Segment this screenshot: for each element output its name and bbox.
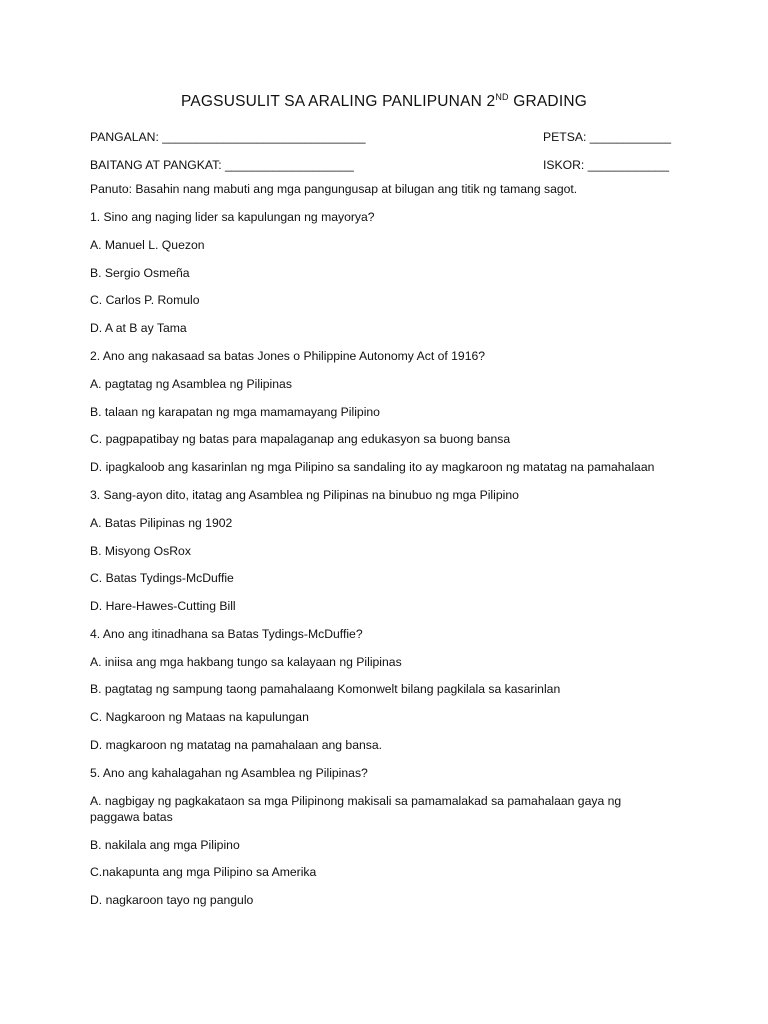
choice-2d: D. ipagkaloob ang kasarinlan ng mga Pilipino sa sandaling ito ay magkaroon ng matatag na pamahalaan xyxy=(90,460,655,474)
title-main: PAGSUSULIT SA ARALING PANLIPUNAN 2 xyxy=(181,93,496,110)
choice-3c: C. Batas Tydings-McDuffie xyxy=(90,571,234,585)
choice-3b: B. Misyong OsRox xyxy=(90,544,191,558)
question-2: 2. Ano ang nakasaad sa batas Jones o Philippine Autonomy Act of 1916? xyxy=(90,349,486,363)
choice-4b: B. pagtatag ng sampung taong pamahalaang Komonwelt bilang pagkilala sa kasarinlan xyxy=(90,682,561,696)
choice-3d: D. Hare-Hawes-Cutting Bill xyxy=(90,599,236,613)
choice-5a: A. nagbigay ng pagkakataon sa mga Pilipinong makisali sa pamamalakad sa pamahalaan gaya ng paggawa batas xyxy=(90,794,622,824)
instructions: Panuto: Basahin nang mabuti ang mga pangungusap at bilugan ang titik ng tamang sagot. xyxy=(90,182,578,196)
choice-4c: C. Nagkaroon ng Mataas na kapulungan xyxy=(90,710,309,724)
choice-3a: A. Batas Pilipinas ng 1902 xyxy=(90,516,233,530)
question-4: 4. Ano ang itinadhana sa Batas Tydings-McDuffie? xyxy=(90,627,363,641)
choice-5c: C.nakapunta ang mga Pilipino sa Amerika xyxy=(90,865,317,879)
question-3: 3. Sang-ayon dito, itatag ang Asamblea ng Pilipinas na binubuo ng mga Pilipino xyxy=(90,488,519,502)
choice-1a: A. Manuel L. Quezon xyxy=(90,238,205,252)
name-field: PANGALAN: ______________________________ xyxy=(90,130,366,144)
page-title xyxy=(0,92,768,111)
question-5: 5. Ano ang kahalagahan ng Asamblea ng Pilipinas? xyxy=(90,766,368,780)
choice-1c: C. Carlos P. Romulo xyxy=(90,293,200,307)
choice-1b: B. Sergio Osmeña xyxy=(90,266,190,280)
choice-4d: D. magkaroon ng matatag na pamahalaan ang bansa. xyxy=(90,738,383,752)
section-field: BAITANG AT PANGKAT: ___________________ xyxy=(90,158,354,172)
choice-5d: D. nagkaroon tayo ng pangulo xyxy=(90,893,254,907)
choice-2c: C. pagpapatibay ng batas para mapalaganap ang edukasyon sa buong bansa xyxy=(90,432,511,446)
title-tail: GRADING xyxy=(508,93,587,110)
choice-1d: D. A at B ay Tama xyxy=(90,321,187,335)
date-field: PETSA: ____________ xyxy=(543,130,672,144)
question-1: 1. Sino ang naging lider sa kapulungan ng mayorya? xyxy=(90,210,375,224)
title-superscript: ND xyxy=(495,92,509,102)
choice-2b: B. talaan ng karapatan ng mga mamamayang Pilipino xyxy=(90,405,380,419)
score-field: ISKOR: ____________ xyxy=(543,158,670,172)
choice-5b: B. nakilala ang mga Pilipino xyxy=(90,838,240,852)
choice-4a: A. iniisa ang mga hakbang tungo sa kalayaan ng Pilipinas xyxy=(90,655,402,669)
choice-2a: A. pagtatag ng Asamblea ng Pilipinas xyxy=(90,377,292,391)
